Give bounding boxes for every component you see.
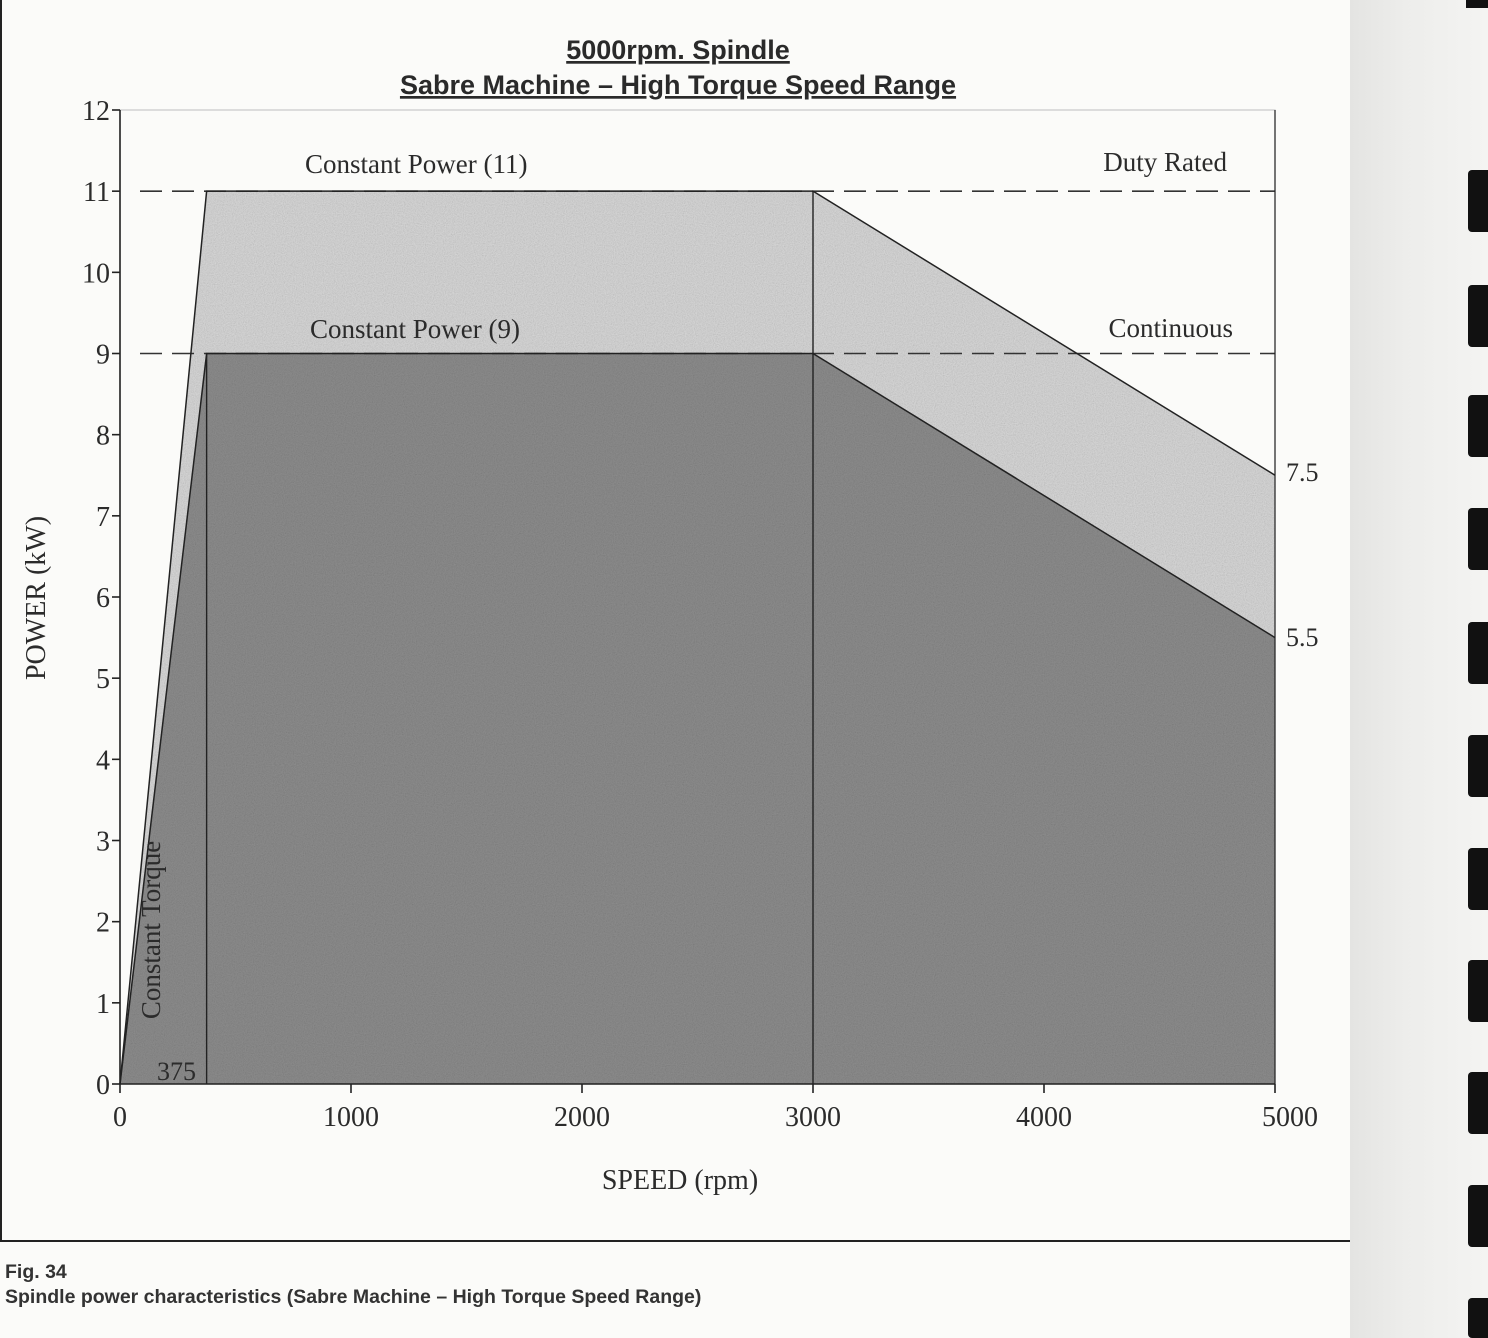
binder-ring (1468, 170, 1488, 232)
binder-ring (1468, 735, 1488, 797)
x-tick-label-3000: 3000 (785, 1102, 841, 1133)
y-tick-label-12: 12 (82, 96, 110, 127)
y-tick-label-4: 4 (96, 745, 110, 777)
x-tick-label-1000: 1000 (323, 1102, 379, 1133)
chart-title: 5000rpm. Spindle (566, 35, 790, 65)
annotation-constant-power-11: Constant Power (11) (305, 149, 528, 179)
y-tick-label-8: 8 (96, 420, 110, 452)
annotation-duty-rated: Duty Rated (1103, 147, 1227, 177)
x-tick-label-5000: 5000 (1262, 1102, 1318, 1133)
binder-ring (1468, 1072, 1488, 1134)
binder-ring (1468, 508, 1488, 570)
binder-ring (1468, 848, 1488, 910)
y-tick-label-2: 2 (96, 907, 110, 939)
annotation-end-duty: 7.5 (1286, 458, 1319, 487)
y-tick-label-7: 7 (96, 501, 110, 533)
figure-caption-text: Spindle power characteristics (Sabre Machine – High Torque Speed Range) (5, 1286, 702, 1308)
x-axis-label: SPEED (rpm) (601, 1165, 759, 1196)
binder-ring (1466, 0, 1488, 8)
chart-subtitle: Sabre Machine – High Torque Speed Range (399, 70, 957, 100)
y-tick-label-1: 1 (96, 988, 110, 1020)
y-tick-label-0: 0 (96, 1070, 110, 1101)
y-tick-label-9: 9 (96, 339, 110, 371)
page-bottom-rule (0, 1240, 1350, 1242)
x-tick-label-4000: 4000 (1016, 1102, 1072, 1133)
binder-ring (1468, 285, 1488, 347)
binder-ring (1468, 1298, 1488, 1338)
binder-ring (1468, 1185, 1488, 1247)
figure-number: Fig. 34 (5, 1261, 67, 1283)
binder-ring (1468, 395, 1488, 457)
x-tick-label-0: 0 (113, 1102, 127, 1133)
annotation-base-speed: 375 (157, 1057, 196, 1086)
y-tick-label-5: 5 (96, 664, 110, 696)
annotation-continuous: Continuous (1108, 313, 1233, 343)
binder-ring (1468, 960, 1488, 1022)
y-tick-label-11: 11 (83, 177, 110, 209)
x-tick-label-2000: 2000 (554, 1102, 610, 1133)
annotation-constant-torque: Constant Torque (136, 840, 166, 1020)
binder-ring (1468, 622, 1488, 684)
y-tick-label-6: 6 (96, 583, 110, 614)
y-tick-label-10: 10 (82, 258, 110, 290)
y-axis-label: POWER (kW) (21, 515, 52, 681)
annotation-constant-power-9: Constant Power (9) (310, 314, 520, 344)
figure-caption (5, 1260, 701, 1310)
annotation-end-continuous: 5.5 (1286, 623, 1319, 652)
y-tick-label-3: 3 (96, 826, 110, 858)
